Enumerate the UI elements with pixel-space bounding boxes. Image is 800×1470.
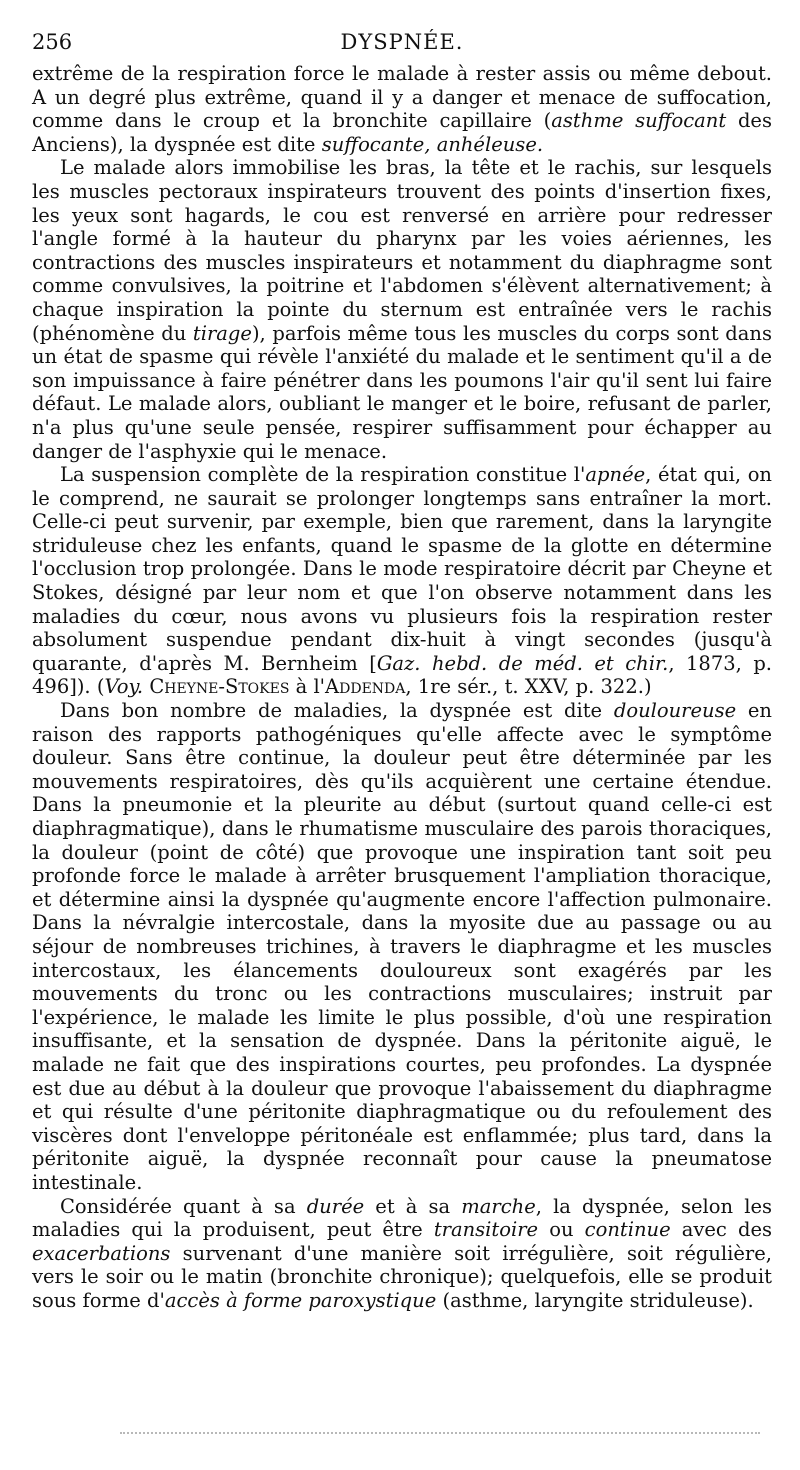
page-number: 256 bbox=[32, 30, 73, 54]
text-run: La suspension complète de la respiration constitue l' bbox=[60, 463, 586, 487]
italic-text: exacerbations bbox=[32, 1241, 171, 1265]
italic-text: douloureuse bbox=[613, 699, 737, 723]
italic-text: transitoire bbox=[433, 1218, 539, 1242]
text-run: , 1re sér., t. XXV, p. 322.) bbox=[405, 675, 652, 699]
paragraph bbox=[32, 463, 772, 699]
italic-text: tirage bbox=[192, 321, 252, 345]
text-run: , 1873, p. 496]). ( bbox=[32, 651, 772, 699]
italic-text: Voy. bbox=[104, 675, 144, 699]
text-run: , état qui, on le comprend, ne saurait se prolonger longtemps sans entraîner la mort. Celle-ci peut survenir, par exemple, bien que rarement, dans la laryngite striduleuse chez les enfants, quand le spasme de la glotte en détermine l'occlusion trop prolongée. Dans le mode respiratoire décrit par Cheyne et Stokes, désigné par leur nom et que l'on observe notamment dans les maladies du cœur, nous avons vu plusieurs fois la respiration rester absolument suspendue pendant dix-huit à vingt secondes (jusqu'à quarante, d'après M. Bernheim [ bbox=[32, 463, 772, 675]
page-header bbox=[32, 30, 772, 60]
italic-text: Gaz. hebd. de méd. et chir. bbox=[376, 651, 669, 675]
text-run: Le malade alors immobilise les bras, la tête et le rachis, sur lesquels les muscles pectoraux inspirateurs trouvent des points d'insertion fixes, les yeux sont hagards, le cou est renversé en arrière pour redresser l'angle formé à la hauteur du pharynx par les voies aériennes, les contractions des muscles inspirateurs et notamment du diaphragme sont comme convulsives, la poitrine et l'abdomen s'élèvent alternativement; à chaque inspiration la pointe du sternum est entraînée vers le rachis (phénomène du bbox=[32, 156, 772, 345]
text-run: (asthme, laryngite striduleuse). bbox=[436, 1288, 754, 1312]
italic-text: continue bbox=[584, 1218, 671, 1242]
small-caps-text: Cheyne-Stokes bbox=[149, 675, 290, 699]
text-run: à l' bbox=[289, 675, 326, 699]
italic-text: durée bbox=[306, 1194, 365, 1218]
italic-text: accès à forme paroxystique bbox=[164, 1288, 437, 1312]
text-run: et à sa bbox=[364, 1194, 462, 1218]
text-run: Considérée quant à sa bbox=[60, 1194, 307, 1218]
paragraph bbox=[32, 156, 772, 463]
text-run: survenant d'une manière soit irrégulière, soit régulière, vers le soir ou le matin (bronchite chronique); quelquefois, elle se produit sous forme d' bbox=[32, 1241, 772, 1312]
text-run: en raison des rapports pathogéniques qu'elle affecte avec le symptôme douleur. Sans être continue, la douleur peut être déterminée par les mouvements respiratoires, dès qu'ils acquièrent une certaine étendue. Dans la pneumonie et la pleurite au début (surtout quand celle-ci est diaphragmatique), dans le rhumatisme musculaire des parois thoraciques, la douleur (point de côté) que provoque une inspiration tant soit peu profonde force le malade à arrêter brusquement l'ampliation thoracique, et détermine ainsi la dyspnée qu'augmente encore l'affection pulmonaire. Dans la névralgie intercostale, dans la myosite due au passage ou au séjour de nombreuses trichines, à travers le diaphragme et les muscles intercostaux, les élancements douloureux sont exagérés par les mouvements du tronc ou les contractions musculaires; instruit par l'expérience, le malade les limite le plus possible, d'où une respiration insuffisante, et la sensation de dyspnée. Dans la péritonite aiguë, le malade ne fait que des inspirations courtes, peu profondes. La dyspnée est due au début à la douleur que provoque l'abaissement du diaphragme et qui résulte d'une péritonite diaphragmatique ou du refoulement des viscères dont l'enveloppe péritonéale est enflammée; plus tard, dans la péritonite aiguë, la dyspnée reconnaît pour cause la pneumatose intestinale. bbox=[32, 699, 772, 1194]
paragraph bbox=[32, 1195, 772, 1313]
footer-rule bbox=[120, 1432, 760, 1434]
italic-text: apnée bbox=[585, 463, 646, 487]
paragraph bbox=[32, 699, 772, 1194]
body-text bbox=[32, 62, 772, 1312]
text-run: ou bbox=[538, 1218, 585, 1242]
italic-text: suffocante, anhéleuse. bbox=[321, 132, 544, 156]
text-run: , la dyspnée, selon les maladies qui la produisent, peut être bbox=[32, 1194, 772, 1242]
text-run: avec des bbox=[670, 1218, 773, 1242]
paragraph bbox=[32, 62, 772, 156]
small-caps-text: Addenda bbox=[325, 675, 406, 699]
text-run: extrême de la respiration force le malade à rester assis ou même debout. A un degré plus extrême, quand il y a danger et menace de suffocation, comme dans le croup et la bronchite capillaire ( bbox=[32, 62, 772, 133]
italic-text: asthme suffocant bbox=[551, 109, 727, 133]
text-run: des Anciens), la dyspnée est dite bbox=[32, 109, 772, 156]
italic-text: marche bbox=[461, 1194, 536, 1218]
running-head: DYSPNÉE. bbox=[340, 30, 464, 54]
text-run: ), parfois même tous les muscles du corps sont dans un état de spasme qui révèle l'anxiété du malade et le sentiment qu'il a de son impuissance à faire pénétrer dans les poumons l'air qu'il sent lui faire défaut. Le malade alors, oubliant le manger et le boire, refusant de parler, n'a plus qu'une seule pensée, respirer suffisamment pour échapper au danger de l'asphyxie qui le menace. bbox=[32, 321, 772, 463]
text-run: Dans bon nombre de maladies, la dyspnée est dite bbox=[60, 699, 614, 723]
